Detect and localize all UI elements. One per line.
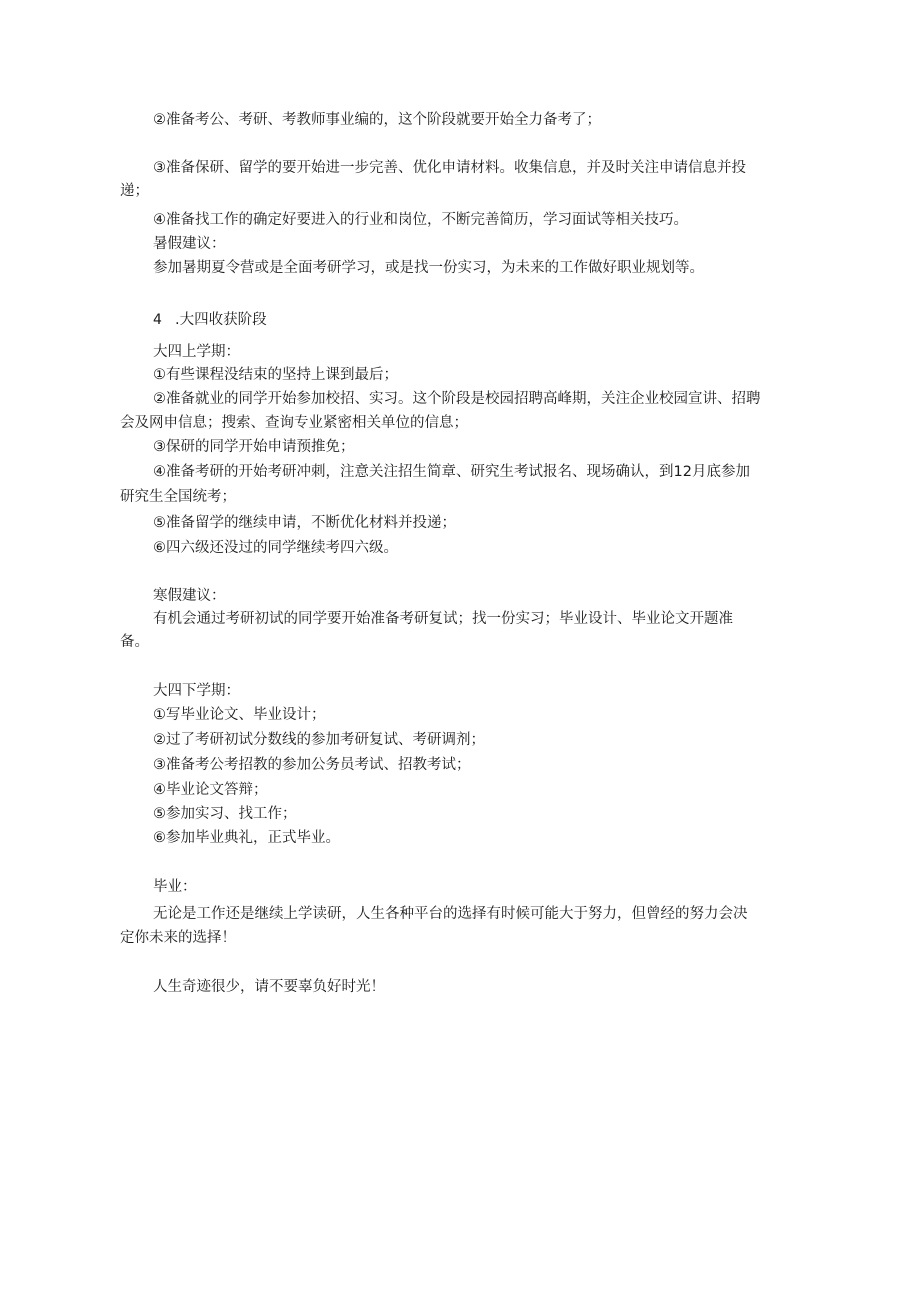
section-4-number: 4 bbox=[153, 312, 162, 328]
senior-second-heading: 大四下学期： bbox=[153, 683, 240, 699]
senior-first-item-6: ⑥四六级还没过的同学继续考四六级。 bbox=[153, 540, 398, 556]
winter-text-line-1: 有机会通过考研初试的同学要开始准备考研复试；找一份实习；毕业设计、毕业论文开题准 bbox=[153, 611, 733, 627]
senior-first-item-5: ⑤准备留学的继续申请，不断优化材料并投递； bbox=[153, 515, 456, 531]
senior-first-heading: 大四上学期： bbox=[153, 344, 240, 360]
senior-second-item-2: ②过了考研初试分数线的参加考研复试、考研调剂； bbox=[153, 732, 485, 748]
graduation-text-line-1: 无论是工作还是继续上学读研，人生各种平台的选择有时候可能大于努力，但曾经的努力会决 bbox=[153, 906, 748, 922]
senior-second-item-3: ③准备考公考招教的参加公务员考试、招教考试； bbox=[153, 757, 471, 773]
senior-second-item-4: ④毕业论文答辩； bbox=[153, 782, 268, 798]
junior-item-3-line-1: ③准备保研、留学的要开始进一步完善、优化申请材料。收集信息，并及时关注申请信息并投 bbox=[153, 160, 746, 176]
graduation-heading: 毕业： bbox=[153, 879, 197, 895]
summer-heading: 暑假建议： bbox=[153, 236, 226, 252]
senior-first-item-4-line-2: 研究生全国统考； bbox=[120, 489, 236, 505]
senior-second-item-6: ⑥参加毕业典礼，正式毕业。 bbox=[153, 830, 340, 846]
junior-item-2: ②准备考公、考研、考教师事业编的，这个阶段就要开始全力备考了； bbox=[153, 112, 601, 128]
junior-item-3-line-2: 递； bbox=[120, 183, 149, 199]
senior-first-item-4-line-1: ④准备考研的开始考研冲刺，注意关注招生简章、研究生考试报名、现场确认，到12月底参加 bbox=[153, 464, 750, 480]
winter-text-line-2: 备。 bbox=[120, 634, 149, 650]
closing-line: 人生奇迹很少，请不要辜负好时光！ bbox=[153, 979, 385, 995]
junior-item-4: ④准备找工作的确定好要进入的行业和岗位，不断完善简历，学习面试等相关技巧。 bbox=[153, 212, 688, 228]
senior-first-item-2-line-2: 会及网申信息；搜索、查询专业紧密相关单位的信息； bbox=[120, 415, 468, 431]
winter-heading: 寒假建议： bbox=[153, 588, 226, 604]
senior-first-item-1: ①有些课程没结束的坚持上课到最后； bbox=[153, 367, 398, 383]
graduation-text-line-2: 定你未来的选择！ bbox=[120, 930, 236, 946]
senior-first-item-2-line-1: ②准备就业的同学开始参加校招、实习。这个阶段是校园招聘高峰期，关注企业校园宣讲、招聘 bbox=[153, 391, 761, 407]
senior-first-item-3: ③保研的同学开始申请预推免； bbox=[153, 439, 355, 455]
section-4-title: .大四收获阶段 bbox=[175, 312, 267, 328]
senior-second-item-5: ⑤参加实习、找工作； bbox=[153, 806, 297, 822]
senior-second-item-1: ①写毕业论文、毕业设计； bbox=[153, 707, 326, 723]
summer-text: 参加暑期夏令营或是全面考研学习，或是找一份实习，为未来的工作做好职业规划等。 bbox=[153, 260, 704, 276]
